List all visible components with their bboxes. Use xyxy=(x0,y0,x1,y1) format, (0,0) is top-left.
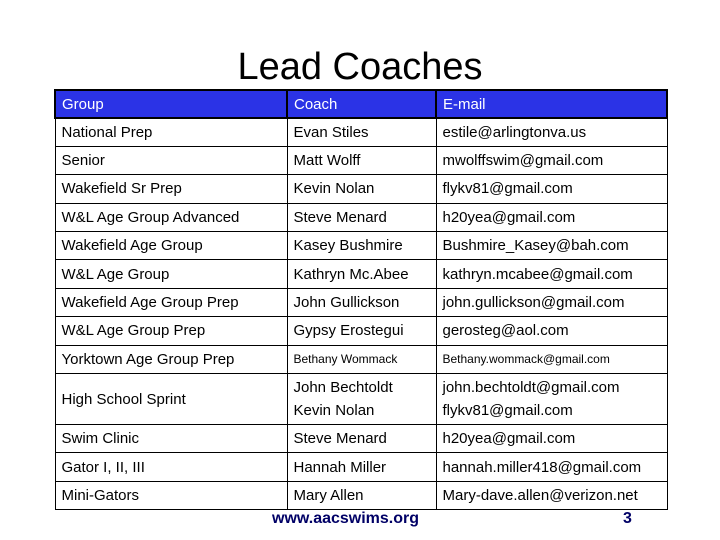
coach-cell xyxy=(287,345,436,373)
table-row xyxy=(55,203,667,231)
coach-name: Steve Menard xyxy=(293,430,387,448)
email-address: john.gullickson@gmail.com xyxy=(442,294,625,312)
coach-cell xyxy=(287,288,436,316)
lead-coaches-table xyxy=(54,89,668,510)
group-cell: W&L Age Group Advanced xyxy=(55,203,287,231)
coach-cell xyxy=(287,232,436,260)
email-cell xyxy=(436,118,667,146)
coach-cell xyxy=(287,374,436,425)
table-row xyxy=(55,146,667,174)
coach-name: Kasey Bushmire xyxy=(293,237,403,255)
table-row xyxy=(55,232,667,260)
header-group: Group xyxy=(55,90,287,118)
coach-name: Evan Stiles xyxy=(293,123,369,141)
coach-name: Kathryn Mc.Abee xyxy=(293,265,409,283)
group-cell: Wakefield Sr Prep xyxy=(55,175,287,203)
group-cell: Senior xyxy=(55,146,287,174)
email-address: john.bechtoldt@gmail.com xyxy=(442,379,620,397)
coach-name: Bethany Wommack xyxy=(293,351,398,366)
coach-name: Hannah Miller xyxy=(293,458,387,476)
email-cell xyxy=(436,345,667,373)
email-cell xyxy=(436,317,667,345)
coach-name: Kevin Nolan xyxy=(293,402,375,420)
page-number: 3 xyxy=(623,510,632,527)
table-row xyxy=(55,175,667,203)
email-cell xyxy=(436,146,667,174)
group-cell: Wakefield Age Group xyxy=(55,232,287,260)
email-cell xyxy=(436,175,667,203)
group-cell: High School Sprint xyxy=(55,374,287,425)
group-cell: W&L Age Group xyxy=(55,260,287,288)
email-cell xyxy=(436,288,667,316)
email-address: mwolffswim@gmail.com xyxy=(442,152,604,170)
table-row xyxy=(55,481,667,509)
email-cell xyxy=(436,481,667,509)
email-cell xyxy=(436,260,667,288)
group-cell: W&L Age Group Prep xyxy=(55,317,287,345)
email-cell xyxy=(436,425,667,453)
slide-title: Lead Coaches xyxy=(237,46,483,88)
header-email: E-mail xyxy=(436,90,667,118)
table-header-row xyxy=(55,90,667,118)
email-cell xyxy=(436,203,667,231)
coach-cell xyxy=(287,203,436,231)
group-cell: Gator I, II, III xyxy=(55,453,287,481)
email-address: gerosteg@aol.com xyxy=(442,322,569,340)
group-cell: Swim Clinic xyxy=(55,425,287,453)
coach-cell xyxy=(287,453,436,481)
table-row xyxy=(55,374,667,425)
email-cell xyxy=(436,374,667,425)
coach-cell xyxy=(287,175,436,203)
table-row xyxy=(55,288,667,316)
coach-name: John Bechtoldt xyxy=(293,379,393,397)
coach-cell xyxy=(287,118,436,146)
email-address: estile@arlingtonva.us xyxy=(442,123,587,141)
table-row xyxy=(55,317,667,345)
coach-cell xyxy=(287,425,436,453)
table-body xyxy=(55,118,667,510)
email-address: flykv81@gmail.com xyxy=(442,180,573,198)
table-row xyxy=(55,345,667,373)
group-cell: Mini-Gators xyxy=(55,481,287,509)
table-row xyxy=(55,260,667,288)
coach-name: Gypsy Erostegui xyxy=(293,322,404,340)
coach-name: Matt Wolff xyxy=(293,152,361,170)
coach-cell xyxy=(287,146,436,174)
email-address: hannah.miller418@gmail.com xyxy=(442,458,642,476)
table-row xyxy=(55,425,667,453)
coach-name: Steve Menard xyxy=(293,208,387,226)
email-address: kathryn.mcabee@gmail.com xyxy=(442,265,633,283)
group-cell: National Prep xyxy=(55,118,287,146)
coach-name: Mary Allen xyxy=(293,486,364,504)
email-address: flykv81@gmail.com xyxy=(442,402,573,420)
coach-cell xyxy=(287,481,436,509)
email-address: h20yea@gmail.com xyxy=(442,208,576,226)
coach-name: Kevin Nolan xyxy=(293,180,375,198)
email-address: Bushmire_Kasey@bah.com xyxy=(442,237,629,255)
coach-cell xyxy=(287,260,436,288)
email-cell xyxy=(436,232,667,260)
table-row xyxy=(55,453,667,481)
header-coach: Coach xyxy=(287,90,436,118)
email-address: Bethany.wommack@gmail.com xyxy=(442,351,610,366)
email-address: Mary-dave.allen@verizon.net xyxy=(442,486,638,504)
table-row xyxy=(55,118,667,146)
email-address: h20yea@gmail.com xyxy=(442,430,576,448)
email-cell xyxy=(436,453,667,481)
coach-cell xyxy=(287,317,436,345)
group-cell: Wakefield Age Group Prep xyxy=(55,288,287,316)
coach-name: John Gullickson xyxy=(293,294,400,312)
footer-url: www.aacswims.org xyxy=(272,510,420,527)
group-cell: Yorktown Age Group Prep xyxy=(55,345,287,373)
